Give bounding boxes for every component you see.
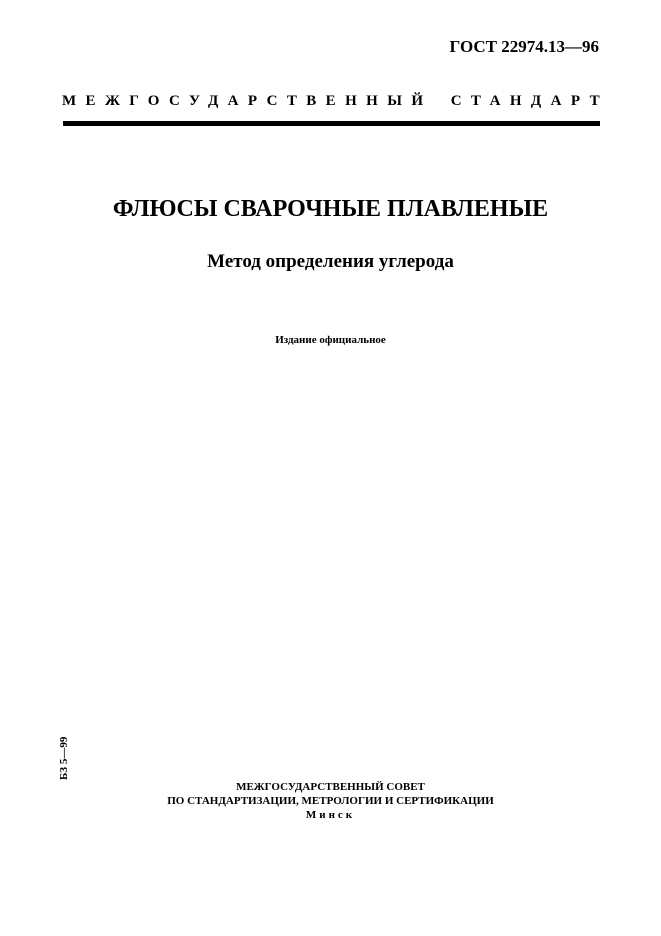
header-rule [63, 121, 600, 126]
document-code: ГОСТ 22974.13—96 [449, 37, 599, 56]
document-title: ФЛЮСЫ СВАРОЧНЫЕ ПЛАВЛЕНЫЕ [112, 196, 549, 222]
standard-type-word-interstate: МЕЖГОСУДАРСТВЕННЫЙ [62, 93, 433, 109]
side-margin-code: БЗ 5—99 [58, 736, 70, 780]
edition-note: Издание официальное [275, 334, 386, 346]
publisher-line-1: МЕЖГОСУДАРСТВЕННЫЙ СОВЕТ [236, 781, 425, 793]
publisher-block [0, 780, 661, 822]
publisher-city: Минск [305, 809, 356, 821]
standard-type-word-standard: СТАНДАРТ [450, 93, 609, 109]
document-subtitle: Метод определения углерода [207, 251, 454, 272]
publisher-line-2: ПО СТАНДАРТИЗАЦИИ, МЕТРОЛОГИИ И СЕРТИФИКАЦИИ [167, 795, 494, 807]
